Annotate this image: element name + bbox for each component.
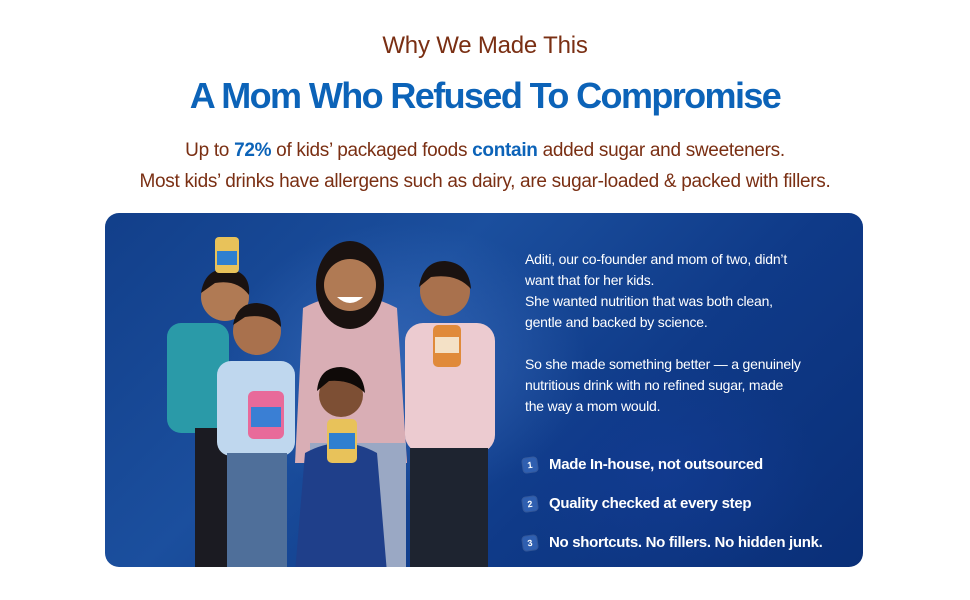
subheading-text: Up to [185,140,235,161]
story-line: nutritious drink with no refined sugar, made [525,377,784,393]
story-line: She wanted nutrition that was both clean, [525,293,773,309]
feature-item [523,484,853,523]
girl-right [405,261,495,567]
feature-label: No shortcuts. No fillers. No hidden junk. [549,534,823,551]
feature-item [523,523,853,562]
subheading-line-1 [0,140,970,162]
story-line: Aditi, our co-founder and mom of two, didn’t [525,251,788,267]
subheading-line-2: Most kids’ drinks have allergens such as dairy, are sugar-loaded & packed with fillers. [139,171,831,192]
stat-highlight: 72% [234,140,272,161]
feature-list [523,445,853,562]
story-card [105,213,863,567]
story-line: So she made something better — a genuinely [525,356,801,372]
subheading-text: added sugar and sweeteners. [537,140,785,161]
page-title: A Mom Who Refused To Compromise [189,75,781,116]
story-line: want that for her kids. [525,272,655,288]
emphasis-highlight: contain [472,140,538,161]
feature-label: Quality checked at every step [549,495,752,512]
family-photo [105,213,525,567]
story-text [525,249,845,417]
subheading-text: of kids’ packaged foods [271,140,473,161]
feature-item [523,445,853,484]
number-badge: 1 [522,457,538,473]
story-line: gentle and backed by science. [525,314,708,330]
feature-label: Made In-house, not outsourced [549,456,763,473]
number-badge: 2 [522,496,538,512]
story-line: the way a mom would. [525,398,661,414]
eyebrow-text: Why We Made This [382,32,588,59]
number-badge: 3 [522,535,538,551]
